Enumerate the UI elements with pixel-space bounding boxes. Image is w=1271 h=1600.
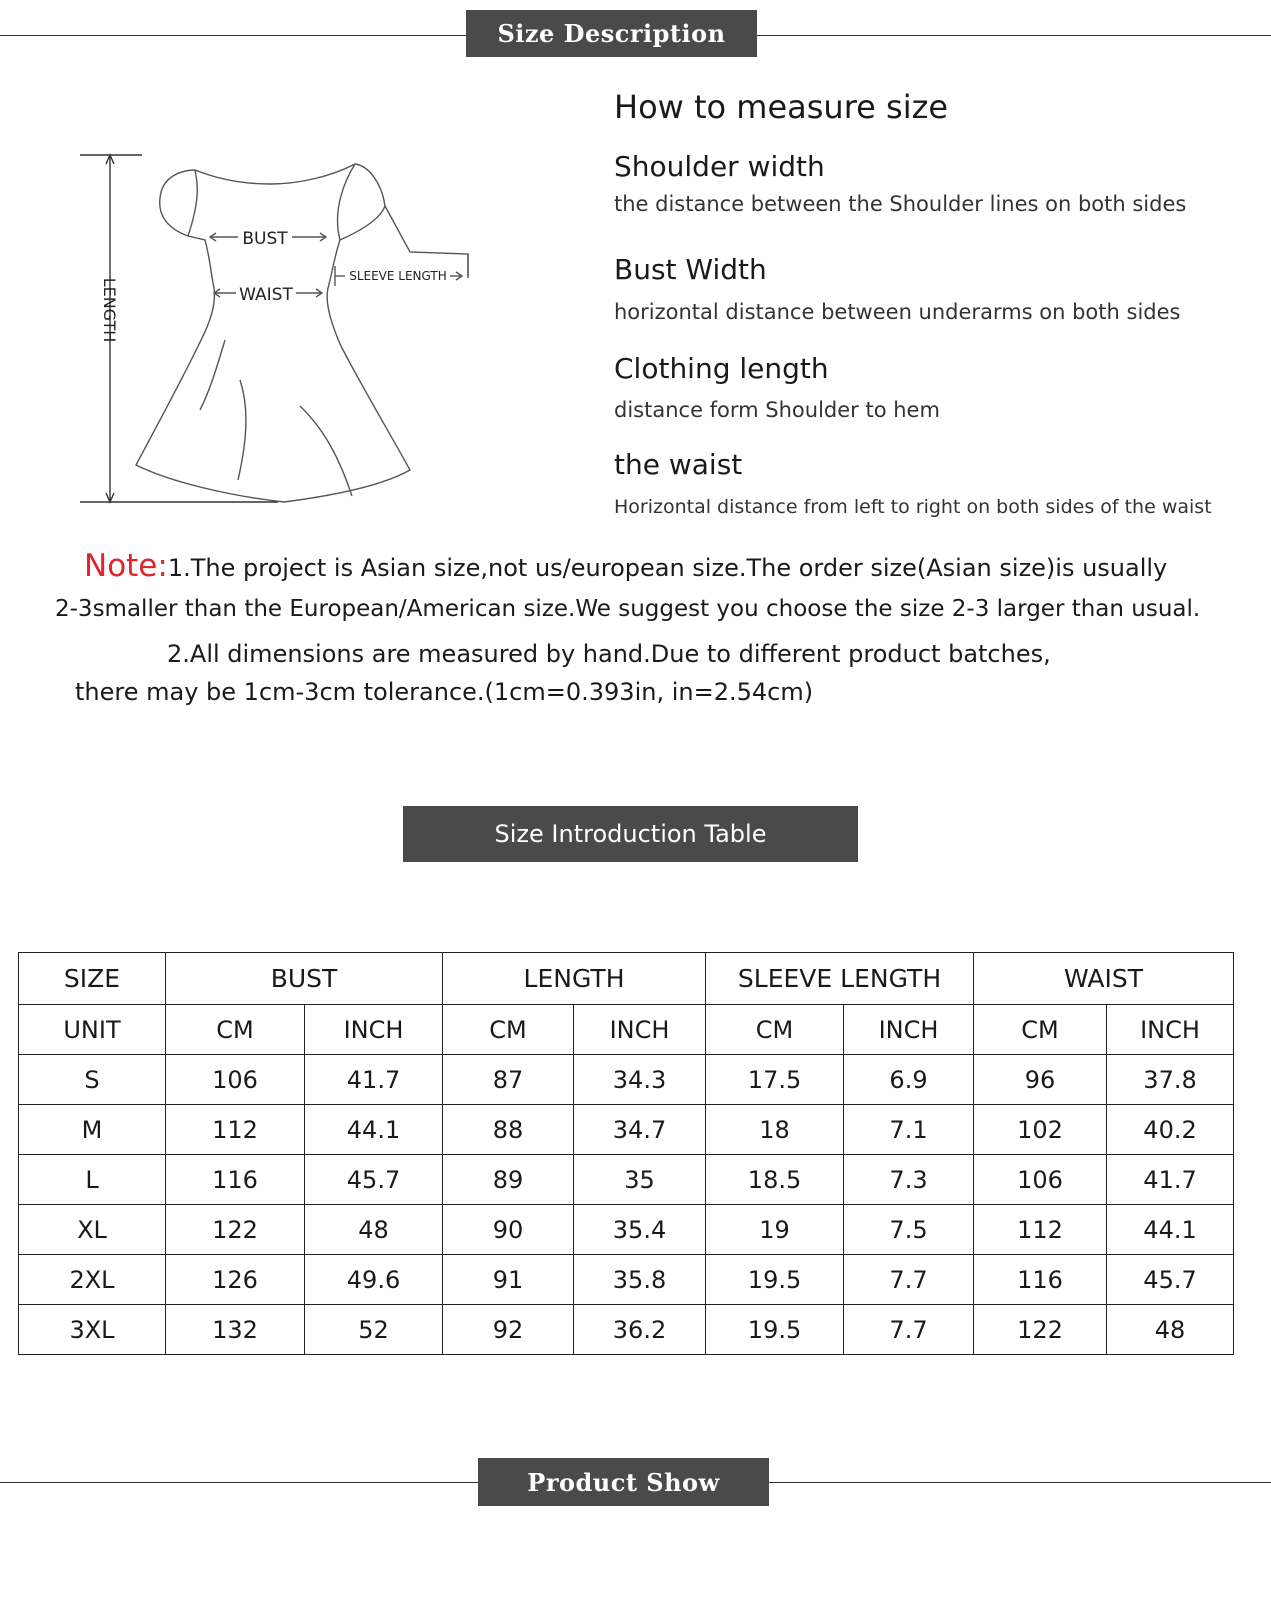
table-cell: CM [706, 1005, 844, 1055]
table-cell: CM [443, 1005, 574, 1055]
table-cell: 45.7 [305, 1155, 443, 1205]
table-cell: 122 [974, 1305, 1107, 1355]
table-cell: 35.8 [574, 1255, 706, 1305]
table-cell: 89 [443, 1155, 574, 1205]
dress-outline [136, 164, 410, 502]
measure-item-title: Shoulder width [614, 150, 825, 183]
table-cell: 116 [166, 1155, 305, 1205]
table-cell: INCH [844, 1005, 974, 1055]
table-cell: 36.2 [574, 1305, 706, 1355]
table-unit-row [19, 1005, 1234, 1055]
table-row [19, 1305, 1234, 1355]
top-rule-left [0, 35, 466, 36]
table-cell: 91 [443, 1255, 574, 1305]
table-header-row [19, 953, 1234, 1005]
table-cell: 7.7 [844, 1255, 974, 1305]
table-row [19, 1255, 1234, 1305]
table-cell: 126 [166, 1255, 305, 1305]
bust-label: BUST [242, 229, 288, 249]
measure-item-desc: horizontal distance between underarms on both sides [614, 300, 1181, 324]
measure-title: How to measure size [614, 88, 949, 126]
measure-item-desc: distance form Shoulder to hem [614, 398, 940, 422]
table-cell: 112 [166, 1105, 305, 1155]
table-cell: 37.8 [1107, 1055, 1234, 1105]
sleeve-length-label: SLEEVE LENGTH [349, 269, 447, 283]
table-header-cell: WAIST [974, 953, 1234, 1005]
table-cell: CM [974, 1005, 1107, 1055]
table-cell: 17.5 [706, 1055, 844, 1105]
bottom-rule-left [0, 1482, 478, 1483]
table-cell: 96 [974, 1055, 1107, 1105]
table-cell: 40.2 [1107, 1105, 1234, 1155]
size-table-banner: Size Introduction Table [403, 806, 858, 862]
measure-item-desc: Horizontal distance from left to right on both sides of the waist [614, 496, 1212, 518]
note-line-4: there may be 1cm-3cm tolerance.(1cm=0.393in, in=2.54cm) [75, 678, 814, 706]
table-header-cell: BUST [166, 953, 443, 1005]
size-description-banner: Size Description [466, 10, 757, 57]
product-show-banner: Product Show [478, 1458, 769, 1506]
table-cell: XL [19, 1205, 166, 1255]
table-row [19, 1205, 1234, 1255]
table-cell: 7.3 [844, 1155, 974, 1205]
table-cell: 49.6 [305, 1255, 443, 1305]
table-cell: UNIT [19, 1005, 166, 1055]
waist-label: WAIST [239, 285, 293, 305]
length-label: LENGTH [100, 277, 119, 343]
table-cell: 87 [443, 1055, 574, 1105]
table-header-cell: LENGTH [443, 953, 706, 1005]
table-cell: 18 [706, 1105, 844, 1155]
table-cell: 6.9 [844, 1055, 974, 1105]
table-cell: 102 [974, 1105, 1107, 1155]
table-cell: 122 [166, 1205, 305, 1255]
table-cell: 7.7 [844, 1305, 974, 1355]
table-cell: INCH [1107, 1005, 1234, 1055]
dress-diagram [70, 140, 550, 520]
table-cell: 132 [166, 1305, 305, 1355]
table-cell: 106 [974, 1155, 1107, 1205]
table-cell: 35 [574, 1155, 706, 1205]
table-cell: 92 [443, 1305, 574, 1355]
table-cell: 90 [443, 1205, 574, 1255]
table-cell: S [19, 1055, 166, 1105]
table-cell: 3XL [19, 1305, 166, 1355]
measure-item-title: Clothing length [614, 352, 829, 385]
table-cell: 52 [305, 1305, 443, 1355]
table-header-cell: SIZE [19, 953, 166, 1005]
table-cell: 88 [443, 1105, 574, 1155]
note-label: Note: [84, 548, 168, 584]
table-cell: 45.7 [1107, 1255, 1234, 1305]
table-cell: 19 [706, 1205, 844, 1255]
size-table [18, 952, 1234, 1355]
note-line-3: 2.All dimensions are measured by hand.Due to different product batches, [167, 640, 1051, 668]
table-cell: 7.1 [844, 1105, 974, 1155]
table-cell: 112 [974, 1205, 1107, 1255]
measure-item-desc: the distance between the Shoulder lines on both sides [614, 192, 1187, 216]
measure-item-title: the waist [614, 448, 743, 481]
table-cell: INCH [574, 1005, 706, 1055]
table-row [19, 1055, 1234, 1105]
table-cell: 48 [1107, 1305, 1234, 1355]
table-cell: 19.5 [706, 1255, 844, 1305]
table-row [19, 1105, 1234, 1155]
table-cell: INCH [305, 1005, 443, 1055]
table-cell: 19.5 [706, 1305, 844, 1355]
table-cell: M [19, 1105, 166, 1155]
table-header-cell: SLEEVE LENGTH [706, 953, 974, 1005]
table-cell: 41.7 [305, 1055, 443, 1105]
table-cell: L [19, 1155, 166, 1205]
table-cell: 34.3 [574, 1055, 706, 1105]
table-cell: 2XL [19, 1255, 166, 1305]
table-cell: 44.1 [305, 1105, 443, 1155]
table-cell: 35.4 [574, 1205, 706, 1255]
table-cell: CM [166, 1005, 305, 1055]
table-cell: 106 [166, 1055, 305, 1105]
table-cell: 116 [974, 1255, 1107, 1305]
note-line-1: Note:1.The project is Asian size,not us/european size.The order size(Asian size)is usually [84, 548, 1168, 584]
table-cell: 41.7 [1107, 1155, 1234, 1205]
table-cell: 48 [305, 1205, 443, 1255]
top-rule-right [757, 35, 1271, 36]
table-cell: 34.7 [574, 1105, 706, 1155]
table-cell: 44.1 [1107, 1205, 1234, 1255]
table-cell: 18.5 [706, 1155, 844, 1205]
bottom-rule-right [769, 1482, 1271, 1483]
table-row [19, 1155, 1234, 1205]
note-line-2: 2-3smaller than the European/American size.We suggest you choose the size 2-3 larger than usual. [55, 596, 1201, 622]
table-cell: 7.5 [844, 1205, 974, 1255]
measure-item-title: Bust Width [614, 253, 767, 286]
